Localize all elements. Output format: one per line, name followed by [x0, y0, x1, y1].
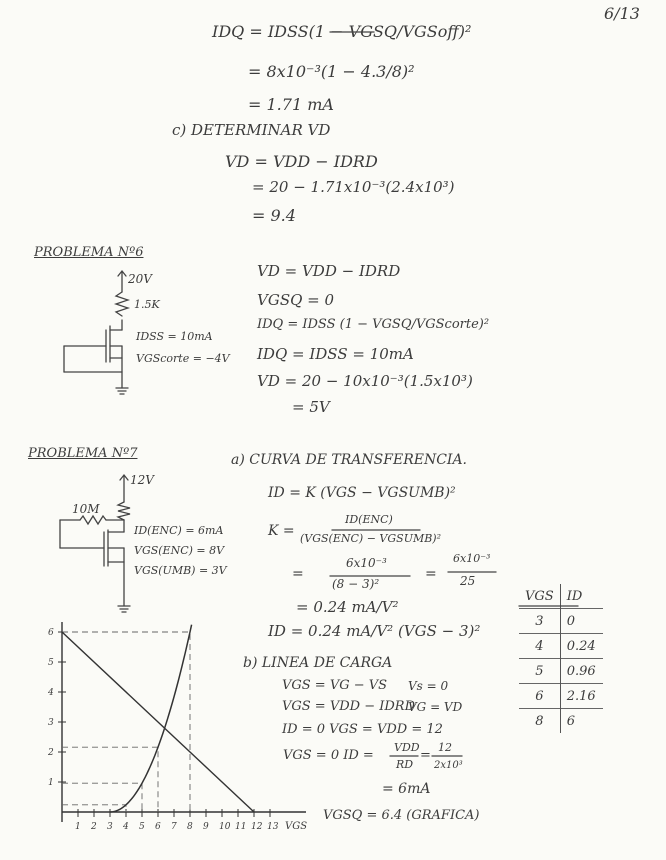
table-cell-id: 0 — [566, 613, 575, 629]
table-cell-id: 0.96 — [566, 663, 596, 679]
guide-line — [62, 632, 190, 812]
x-tick-label: 10 — [219, 822, 231, 832]
table-cell-vgs: VGS — [519, 584, 560, 609]
p7-vdd-label: 12V — [130, 473, 154, 487]
p7-k-eq2: = — [425, 566, 437, 582]
x-tick-label: 13 — [267, 822, 279, 832]
p6-eq-idq-idss: IDQ = IDSS = 10mA — [257, 345, 414, 363]
y-tick-label: 2 — [48, 748, 54, 758]
table-cell-vgs: 4 — [519, 634, 560, 659]
p7-b-den1: RD — [396, 758, 414, 771]
p7-b-num2: 12 — [438, 741, 452, 754]
p6-eq-vd: VD = VDD − IDRD — [257, 262, 401, 280]
x-tick-label: 2 — [91, 822, 97, 832]
p7-k-num: ID(ENC) — [345, 513, 393, 526]
transfer-curve — [110, 625, 192, 812]
table-cell-id: 2.16 — [566, 688, 596, 704]
p7-vgs-th-label: VGS(UMB) = 3V — [134, 564, 227, 577]
p6-circuit — [64, 271, 128, 394]
p6-eq-vd-sub: VD = 20 − 10x10⁻³(1.5x10³) — [257, 372, 473, 390]
y-tick-label: 6 — [48, 628, 54, 638]
p7-b-num1: VDD — [394, 741, 420, 754]
p7-k-lhs: K = — [268, 523, 295, 539]
section-a-label: a) CURVA DE TRANSFERENCIA. — [231, 452, 468, 468]
y-tick-label: 5 — [48, 658, 54, 668]
p6-vdd-label: 20V — [128, 272, 152, 286]
p7-k-num2: 6x10⁻³ — [453, 552, 491, 565]
p7-k-result: = 0.24 mA/V² — [296, 598, 399, 616]
table-cell-vgs: 8 — [519, 709, 560, 734]
p7-k-num1: 6x10⁻³ — [346, 556, 387, 570]
page-number: 6/13 — [604, 4, 640, 23]
p7-k-den1: (8 − 3)² — [332, 577, 380, 591]
x-tick-label: 6 — [155, 822, 161, 832]
p6-eq-idq: IDQ = IDSS (1 − VGSQ/VGScorte)² — [257, 317, 490, 332]
p7-vgsq-result: VGSQ = 6.4 (GRAFICA) — [323, 808, 480, 823]
table-cell-vgs: 5 — [519, 659, 560, 684]
p6-vgsoff-label: VGScorte = −4V — [136, 352, 230, 365]
section-b-label: b) LINEA DE CARGA — [243, 655, 393, 671]
p7-id-on-label: ID(ENC) = 6mA — [134, 524, 224, 537]
p6-rd-label: 1.5K — [134, 298, 160, 311]
x-tick-label: 4 — [123, 822, 129, 832]
x-tick-label: 11 — [235, 822, 247, 832]
y-tick-label: 3 — [48, 718, 54, 728]
table-cell-vgs: 3 — [519, 609, 560, 634]
p7-b-note-vg: VG = VD — [408, 700, 463, 714]
p6-idss-label: IDSS = 10mA — [136, 330, 213, 343]
p7-id-final: ID = 0.24 mA/V² (VGS − 3)² — [268, 622, 481, 640]
p7-k-eq1: = — [292, 566, 304, 582]
section-c-label: c) DETERMINAR VD — [172, 121, 331, 139]
p6-eq-vd-result: = 5V — [292, 398, 330, 416]
table-cell-id: ID — [566, 588, 583, 604]
idq-formula: IDQ = IDSS(1 − VGSQ/VGSoff)² — [212, 22, 472, 41]
y-tick-label: 4 — [48, 688, 54, 698]
vd-substitution: = 20 − 1.71x10⁻³(2.4x10³) — [252, 178, 455, 196]
p7-b-note-vs: Vs = 0 — [408, 679, 449, 693]
idq-result: = 1.71 mA — [248, 95, 334, 114]
p7-b-result: = 6mA — [382, 781, 431, 797]
problem-6-title: PROBLEMA Nº6 — [34, 245, 144, 260]
x-tick-label: 8 — [187, 822, 193, 832]
p7-id-formula: ID = K (VGS − VGSUMB)² — [268, 485, 456, 501]
p6-eq-vgsq: VGSQ = 0 — [257, 291, 335, 309]
p7-k-den2: 25 — [460, 574, 476, 588]
p7-circuit — [60, 475, 130, 612]
vd-result: = 9.4 — [252, 206, 296, 225]
transfer-graph — [47, 622, 307, 832]
p7-vgs-on-label: VGS(ENC) = 8V — [134, 544, 225, 557]
p7-b-vgs-vdd: VGS = VDD − IDRD — [282, 699, 415, 714]
problem-7-title: PROBLEMA Nº7 — [28, 446, 138, 461]
p7-b-vgs-zero-lhs: VGS = 0 ID = — [283, 748, 374, 763]
p7-b-den2: 2x10³ — [434, 760, 463, 771]
table-cell-id: 0.24 — [566, 638, 596, 654]
x-tick-label: 9 — [203, 822, 209, 832]
x-tick-label: 1 — [75, 822, 81, 832]
y-tick-label: 1 — [48, 778, 54, 788]
vd-formula: VD = VDD − IDRD — [225, 152, 378, 171]
graph-x-label: VGS — [285, 821, 308, 832]
table-cell-id: 6 — [566, 713, 575, 729]
guide-line — [62, 783, 142, 812]
x-tick-label: 3 — [107, 822, 113, 832]
p7-b-eq: = — [420, 748, 431, 763]
x-tick-label: 7 — [171, 822, 177, 832]
p7-k-den: (VGS(ENC) − VGSUMB)² — [300, 532, 442, 545]
p7-b-id-zero: ID = 0 VGS = VDD = 12 — [282, 722, 443, 737]
p7-rg-label: 10M — [72, 502, 100, 516]
x-tick-label: 12 — [251, 822, 263, 832]
x-tick-label: 5 — [139, 822, 145, 832]
p7-b-vgs-vg-vs: VGS = VG − VS — [282, 678, 388, 693]
idq-substitution: = 8x10⁻³(1 − 4.3/8)² — [248, 62, 415, 81]
table-cell-vgs: 6 — [519, 684, 560, 709]
